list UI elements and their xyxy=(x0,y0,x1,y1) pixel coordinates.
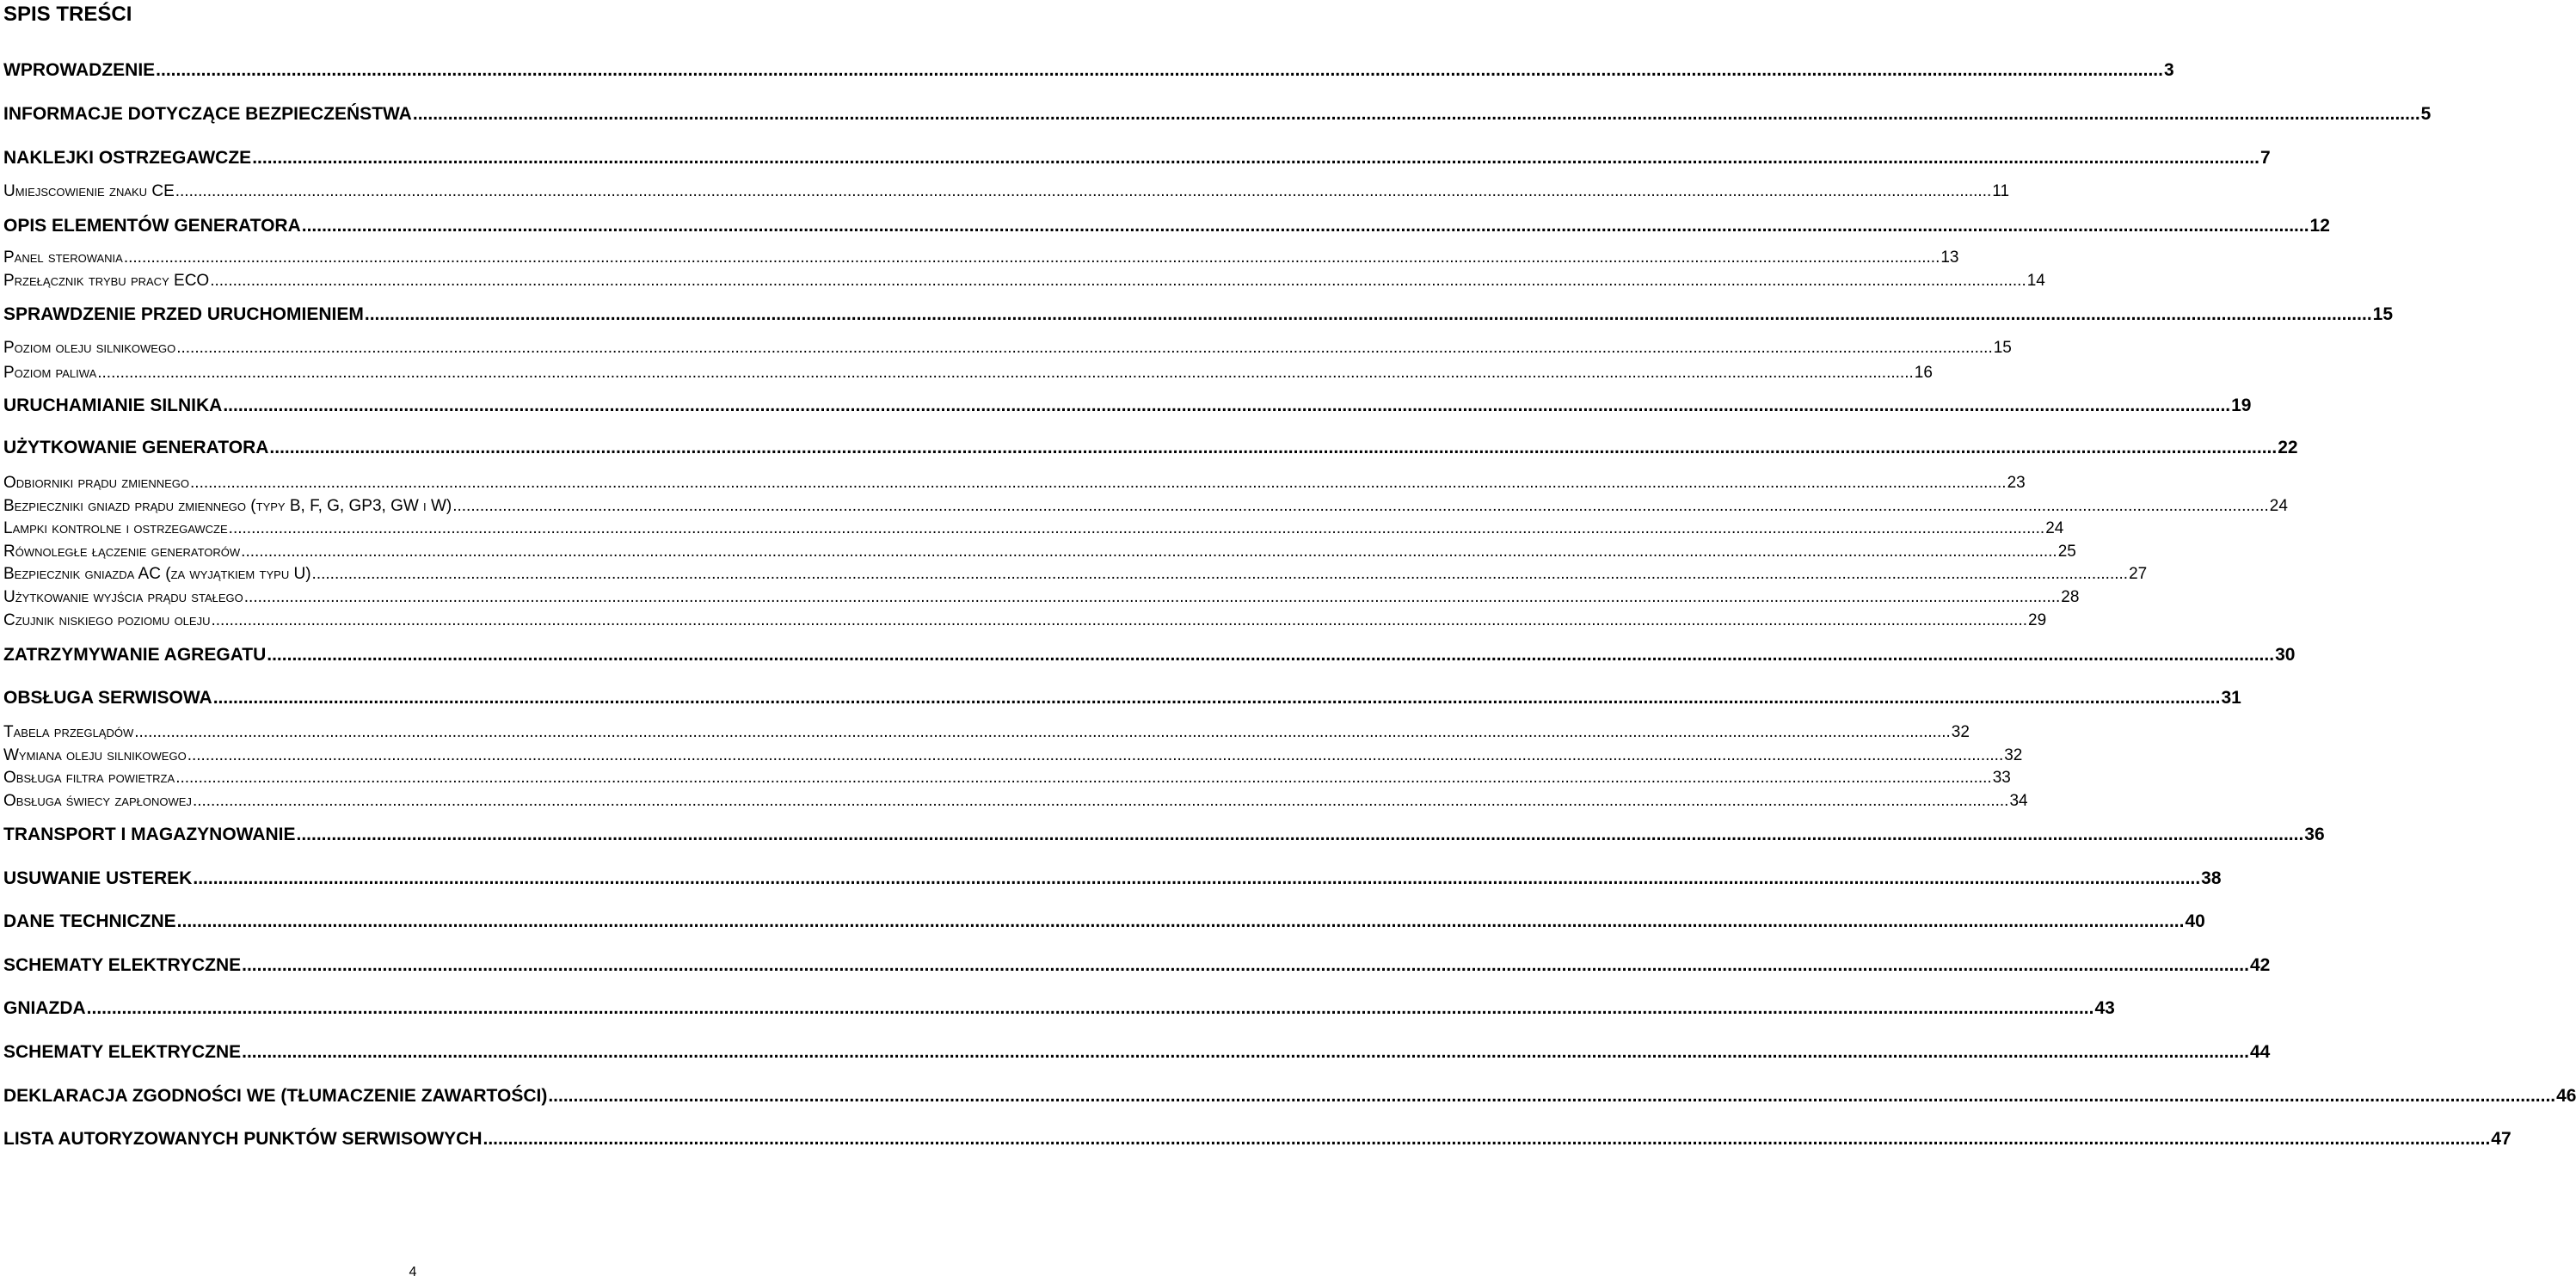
toc-entry-label: Odbiorniki prądu zmiennego xyxy=(3,474,190,492)
toc-leader-dots: ................................................................................................................................................................................................................................................................................................................................................................................................................ xyxy=(228,519,2045,537)
toc-entry-label: SCHEMATY ELEKTRYCZNE xyxy=(3,1042,242,1062)
toc-entry-page: 28 xyxy=(2061,588,2080,606)
toc-entry[interactable] xyxy=(3,866,2222,892)
toc-entry[interactable] xyxy=(3,1083,2576,1109)
page-title: SPIS TREŚCI xyxy=(3,3,132,26)
toc-entry[interactable] xyxy=(3,213,2330,239)
toc-leader-dots: ................................................................................................................................................................................................................................................................................................................................................................................................................ xyxy=(192,792,2009,810)
toc-leader-dots: ................................................................................................................................................................................................................................................................................................................................................................................................................ xyxy=(311,565,2129,583)
toc-entry-page: 3 xyxy=(2163,60,2174,80)
toc-entry[interactable] xyxy=(3,268,2045,294)
toc-leader-dots: ................................................................................................................................................................................................................................................................................................................................................................................................................ xyxy=(187,746,2004,764)
toc-entry[interactable] xyxy=(3,516,2064,542)
toc-leader-dots: ................................................................................................................................................................................................................................................................................................................................................................................................................ xyxy=(242,955,2249,975)
toc-entry-page: 24 xyxy=(2269,497,2288,515)
toc-entry[interactable] xyxy=(3,585,2080,610)
page-number: 4 xyxy=(409,1265,417,1279)
toc-entry-page: 22 xyxy=(2278,438,2298,457)
toc-entry-page: 32 xyxy=(2004,746,2023,764)
toc-entry-label: Lampki kontrolne i ostrzegawcze xyxy=(3,519,228,537)
toc-entry-label: OBSŁUGA SERWISOWA xyxy=(3,688,212,708)
toc-entry-label: INFORMACJE DOTYCZĄCE BEZPIECZEŃSTWA xyxy=(3,104,412,124)
toc-entry-label: Poziom oleju silnikowego xyxy=(3,339,176,357)
toc-entry-page: 29 xyxy=(2028,611,2047,629)
toc-leader-dots: ................................................................................................................................................................................................................................................................................................................................................................................................................ xyxy=(452,497,2269,515)
toc-entry-label: Bezpieczniki gniazd prądu zmiennego (typy B, F, G, GP3, GW i W) xyxy=(3,497,452,515)
toc-entry-page: 5 xyxy=(2420,104,2432,124)
toc-entry-page: 32 xyxy=(1951,723,1970,741)
toc-entry-label: Obsługa świecy zapłonowej xyxy=(3,792,192,810)
toc-entry-page: 42 xyxy=(2249,955,2271,975)
toc-entry-page: 15 xyxy=(2372,304,2394,324)
toc-leader-dots: ................................................................................................................................................................................................................................................................................................................................................................................................................ xyxy=(123,248,1940,267)
toc-entry-page: 15 xyxy=(1993,339,2012,357)
toc-entry-page: 14 xyxy=(2026,272,2045,290)
toc-entry-page: 19 xyxy=(2231,396,2252,415)
toc-leader-dots: ................................................................................................................................................................................................................................................................................................................................................................................................................ xyxy=(211,611,2028,629)
toc-entry-page: 25 xyxy=(2057,543,2076,561)
toc-entry-page: 43 xyxy=(2094,998,2115,1018)
toc-entry[interactable] xyxy=(3,393,2252,419)
toc-leader-dots: ................................................................................................................................................................................................................................................................................................................................................................................................................ xyxy=(252,148,2259,168)
toc-entry-label: Czujnik niskiego poziomu oleju xyxy=(3,611,211,629)
toc-entry[interactable] xyxy=(3,302,2394,328)
toc-entry-label: USUWANIE USTEREK xyxy=(3,868,193,888)
toc-leader-dots: ................................................................................................................................................................................................................................................................................................................................................................................................................ xyxy=(412,104,2420,124)
toc-entry-page: 30 xyxy=(2275,645,2296,665)
toc-entry-page: 7 xyxy=(2259,148,2271,168)
toc-entry[interactable] xyxy=(3,822,2325,848)
toc-leader-dots: ................................................................................................................................................................................................................................................................................................................................................................................................................ xyxy=(176,911,2185,931)
toc-entry-page: 23 xyxy=(2007,474,2026,492)
toc-entry-label: DANE TECHNICZNE xyxy=(3,911,176,931)
toc-leader-dots: ................................................................................................................................................................................................................................................................................................................................................................................................................ xyxy=(175,769,1992,787)
toc-leader-dots: ................................................................................................................................................................................................................................................................................................................................................................................................................ xyxy=(296,825,2304,844)
toc-entry-label: NAKLEJKI OSTRZEGAWCZE xyxy=(3,148,252,168)
toc-entry-page: 33 xyxy=(1992,769,2011,787)
toc-entry-page: 46 xyxy=(2556,1086,2576,1106)
toc-leader-dots: ................................................................................................................................................................................................................................................................................................................................................................................................................ xyxy=(176,339,1993,357)
toc-entry[interactable] xyxy=(3,179,2010,205)
toc-entry-page: 31 xyxy=(2221,688,2241,708)
toc-leader-dots: ................................................................................................................................................................................................................................................................................................................................................................................................................ xyxy=(223,396,2231,415)
toc-entry-label: Użytkowanie wyjścia prądu stałego xyxy=(3,588,243,606)
toc-leader-dots: ................................................................................................................................................................................................................................................................................................................................................................................................................ xyxy=(301,216,2309,236)
toc-entry-label: Bezpiecznik gniazda AC (za wyjątkiem typu U) xyxy=(3,565,311,583)
toc-entry-page: 38 xyxy=(2201,868,2222,888)
toc-entry-page: 11 xyxy=(1992,182,2010,200)
toc-entry[interactable] xyxy=(3,561,2148,587)
toc-leader-dots: ................................................................................................................................................................................................................................................................................................................................................................................................................ xyxy=(483,1129,2491,1149)
toc-entry-label: Obsługa filtra powietrza xyxy=(3,769,175,787)
toc-leader-dots: ................................................................................................................................................................................................................................................................................................................................................................................................................ xyxy=(269,438,2278,457)
toc-entry[interactable] xyxy=(3,720,1970,745)
toc-entry[interactable] xyxy=(3,58,2174,83)
toc-entry-label: Umiejscowienie znaku CE xyxy=(3,182,175,200)
toc-entry-page: 44 xyxy=(2249,1042,2271,1062)
toc-entry-label: Poziom paliwa xyxy=(3,364,97,382)
toc-leader-dots: ................................................................................................................................................................................................................................................................................................................................................................................................................ xyxy=(267,645,2275,665)
toc-leader-dots: ................................................................................................................................................................................................................................................................................................................................................................................................................ xyxy=(190,474,2007,492)
toc-entry-page: 16 xyxy=(1914,364,1933,382)
toc-leader-dots: ................................................................................................................................................................................................................................................................................................................................................................................................................ xyxy=(175,182,1992,200)
toc-entry-label: Równoległe łączenie generatorów xyxy=(3,543,241,561)
toc-leader-dots: ................................................................................................................................................................................................................................................................................................................................................................................................................ xyxy=(86,998,2094,1018)
toc-leader-dots: ................................................................................................................................................................................................................................................................................................................................................................................................................ xyxy=(156,60,2163,80)
toc-entry-page: 47 xyxy=(2491,1129,2511,1149)
toc-leader-dots: ................................................................................................................................................................................................................................................................................................................................................................................................................ xyxy=(241,543,2057,561)
toc-leader-dots: ................................................................................................................................................................................................................................................................................................................................................................................................................ xyxy=(243,588,2061,606)
toc-entry-page: 36 xyxy=(2304,825,2325,844)
toc-entry[interactable] xyxy=(3,788,2028,814)
toc-entry-label: DEKLARACJA ZGODNOŚCI WE (TŁUMACZENIE ZAWARTOŚCI) xyxy=(3,1086,548,1106)
toc-entry-page: 12 xyxy=(2309,216,2330,236)
toc-entry-label: Tabela przeglądów xyxy=(3,723,134,741)
toc-entry-label: Panel sterowania xyxy=(3,248,123,267)
toc-entry[interactable] xyxy=(3,245,1959,271)
toc-entry-page: 13 xyxy=(1940,248,1959,267)
toc-entry-label: OPIS ELEMENTÓW GENERATORA xyxy=(3,216,301,236)
toc-entry-label: SPRAWDZENIE PRZED URUCHOMIENIEM xyxy=(3,304,364,324)
toc-entry-label: ZATRZYMYWANIE AGREGATU xyxy=(3,645,267,665)
toc-entry[interactable] xyxy=(3,953,2271,978)
toc-entry[interactable] xyxy=(3,996,2115,1021)
toc-entry[interactable] xyxy=(3,685,2241,711)
toc-leader-dots: ................................................................................................................................................................................................................................................................................................................................................................................................................ xyxy=(97,364,1914,382)
toc-entry-page: 24 xyxy=(2045,519,2064,537)
toc-entry[interactable] xyxy=(3,608,2047,634)
toc-leader-dots: ................................................................................................................................................................................................................................................................................................................................................................................................................ xyxy=(134,723,1951,741)
toc-entry-label: GNIAZDA xyxy=(3,998,86,1018)
toc-leader-dots: ................................................................................................................................................................................................................................................................................................................................................................................................................ xyxy=(242,1042,2249,1062)
toc-entry-page: 40 xyxy=(2185,911,2205,931)
toc-entry-page: 27 xyxy=(2129,565,2148,583)
toc-entry-label: Przełącznik trybu pracy ECO xyxy=(3,272,210,290)
toc-entry[interactable] xyxy=(3,145,2271,171)
toc-entry[interactable] xyxy=(3,642,2296,668)
toc-entry[interactable] xyxy=(3,470,2026,496)
toc-entry-label: LISTA AUTORYZOWANYCH PUNKTÓW SERWISOWYCH xyxy=(3,1129,483,1149)
toc-entry-label: UŻYTKOWANIE GENERATORA xyxy=(3,438,269,457)
toc-entry[interactable] xyxy=(3,1126,2511,1152)
toc-leader-dots: ................................................................................................................................................................................................................................................................................................................................................................................................................ xyxy=(193,868,2201,888)
toc-leader-dots: ................................................................................................................................................................................................................................................................................................................................................................................................................ xyxy=(548,1086,2556,1106)
toc-entry[interactable] xyxy=(3,335,2012,361)
toc-entry-label: Wymiana oleju silnikowego xyxy=(3,746,187,764)
toc-entry[interactable] xyxy=(3,909,2205,935)
toc-entry[interactable] xyxy=(3,765,2011,791)
toc-entry-page: 34 xyxy=(2009,792,2028,810)
toc-entry[interactable] xyxy=(3,101,2432,127)
toc-entry-label: TRANSPORT I MAGAZYNOWANIE xyxy=(3,825,296,844)
toc-entry[interactable] xyxy=(3,435,2298,461)
toc-entry-label: SCHEMATY ELEKTRYCZNE xyxy=(3,955,242,975)
toc-entry-label: URUCHAMIANIE SILNIKA xyxy=(3,396,223,415)
toc-leader-dots: ................................................................................................................................................................................................................................................................................................................................................................................................................ xyxy=(212,688,2221,708)
toc-entry[interactable] xyxy=(3,360,1933,386)
toc-entry[interactable] xyxy=(3,1040,2271,1065)
toc-leader-dots: ................................................................................................................................................................................................................................................................................................................................................................................................................ xyxy=(364,304,2372,324)
toc-leader-dots: ................................................................................................................................................................................................................................................................................................................................................................................................................ xyxy=(210,272,2026,290)
toc-entry-label: WPROWADZENIE xyxy=(3,60,156,80)
